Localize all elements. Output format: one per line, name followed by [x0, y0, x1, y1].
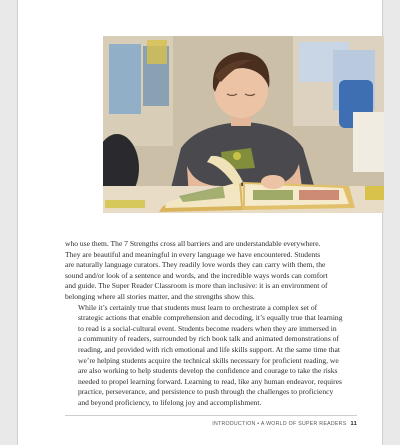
text-line: to read is a social-cultural event. Students become readers when they are immersed in [78, 323, 337, 333]
text-line: are naturally language curators. They readily love words they can carry with them, the [65, 260, 326, 270]
text-line: strategic actions that enable comprehension and decoding, it’s equally true that learning [78, 313, 343, 323]
paragraph-2 [65, 303, 357, 409]
text-line: They are beautiful and meaningful in every language we have encountered. Students [65, 249, 321, 259]
text-line: who use them. The 7 Strengths cross all barriers and are understandable everywhere. [65, 239, 321, 248]
book-page [17, 0, 383, 445]
text-line: While it’s certainly true that students must learn to orchestrate a complex set of [78, 302, 318, 312]
text-line: and guide. The Super Reader Classroom is more than inclusive: it is an environment of [65, 281, 328, 291]
photo-boy-reading-book [103, 36, 384, 213]
body-text [65, 239, 357, 409]
page-footer [65, 421, 357, 427]
text-line: needed to propel learning forward. Learning to read, like any human endeavor, requires [78, 376, 342, 386]
text-line: a community of readers, surrounded by rich book talk and animated demonstrations of [78, 334, 339, 344]
text-line: we’re helping students acquire the technical skills necessary for proficient reading, we [78, 355, 339, 365]
text-line: are also working to help students develop the confidence and courage to take the risks [78, 366, 338, 376]
text-line: reading, and provided with rich emotional and life skills support. At the same time that [78, 344, 340, 354]
footer-divider [65, 415, 357, 416]
text-line: belonging where all stories matter, and the strengths show this. [65, 291, 255, 301]
text-line: practice, perseverance, and persistence to push through the challenges to proficiency [78, 387, 334, 397]
page-number: 11 [350, 421, 357, 427]
running-head: INTRODUCTION • A WORLD OF SUPER READERS [212, 421, 347, 427]
text-line: and beyond proficiency, to lifelong joy and accomplishment. [78, 397, 262, 407]
paragraph-1 [65, 239, 357, 303]
text-line: sound and/or look of a sentence and words, and the incredible ways words can comfort [65, 270, 328, 280]
